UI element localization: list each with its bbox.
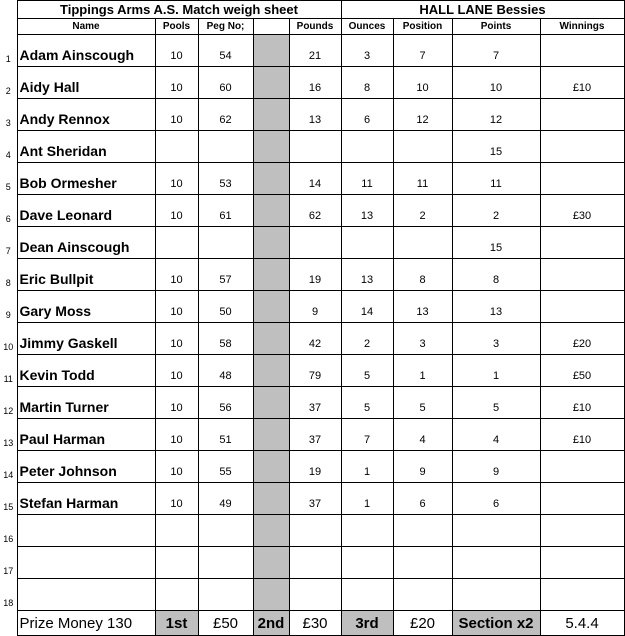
cell-name: Paul Harman (17, 419, 155, 451)
cell-winnings (540, 163, 624, 195)
cell-pounds: 21 (289, 35, 341, 67)
cell-pounds: 37 (289, 419, 341, 451)
cell-pounds: 19 (289, 451, 341, 483)
cell-position: 5 (393, 387, 452, 419)
header-position: Position (393, 19, 452, 35)
cell-pools: 10 (155, 419, 198, 451)
row-number: 2 (0, 67, 17, 99)
cell-points (452, 515, 540, 547)
cell-winnings (540, 259, 624, 291)
third-amount: £20 (393, 611, 452, 636)
separator-cell (253, 259, 289, 291)
cell-ounces: 11 (341, 163, 393, 195)
cell-points: 5 (452, 387, 540, 419)
cell-points (452, 547, 540, 579)
cell-peg: 60 (198, 67, 253, 99)
cell-pools: 10 (155, 323, 198, 355)
cell-name: Stefan Harman (17, 483, 155, 515)
table-row (0, 131, 624, 163)
cell-winnings: £20 (540, 323, 624, 355)
cell-peg (198, 579, 253, 611)
cell-points: 3 (452, 323, 540, 355)
row-number: 3 (0, 99, 17, 131)
separator-cell (253, 195, 289, 227)
cell-ounces: 1 (341, 483, 393, 515)
separator-cell (253, 67, 289, 99)
section-label: Section x2 (452, 611, 540, 636)
cell-pools (155, 131, 198, 163)
cell-winnings (540, 451, 624, 483)
cell-ounces (341, 579, 393, 611)
row-number-blank (0, 19, 17, 35)
cell-peg: 48 (198, 355, 253, 387)
header-ounces: Ounces (341, 19, 393, 35)
cell-points: 15 (452, 131, 540, 163)
first-label: 1st (155, 611, 198, 636)
cell-winnings: £10 (540, 387, 624, 419)
separator-cell (253, 483, 289, 515)
table-row (0, 387, 624, 419)
cell-peg: 49 (198, 483, 253, 515)
cell-peg (198, 227, 253, 259)
third-label: 3rd (341, 611, 393, 636)
cell-points: 4 (452, 419, 540, 451)
table-row (0, 547, 624, 579)
table-row (0, 259, 624, 291)
table-row (0, 67, 624, 99)
cell-pools (155, 579, 198, 611)
cell-ounces (341, 131, 393, 163)
cell-name (17, 547, 155, 579)
table-row (0, 291, 624, 323)
cell-winnings (540, 99, 624, 131)
cell-position: 12 (393, 99, 452, 131)
prize-footer-row (0, 611, 624, 636)
cell-peg: 51 (198, 419, 253, 451)
cell-pounds (289, 547, 341, 579)
row-number: 14 (0, 451, 17, 483)
cell-name: Gary Moss (17, 291, 155, 323)
cell-name (17, 515, 155, 547)
cell-position: 1 (393, 355, 452, 387)
separator-cell (253, 419, 289, 451)
cell-points (452, 579, 540, 611)
cell-ounces: 5 (341, 355, 393, 387)
cell-position (393, 227, 452, 259)
cell-pounds (289, 131, 341, 163)
cell-name: Dave Leonard (17, 195, 155, 227)
cell-winnings: £30 (540, 195, 624, 227)
cell-ounces: 5 (341, 387, 393, 419)
sheet-title: Tippings Arms A.S. Match weigh sheet (17, 1, 341, 19)
header-name: Name (17, 19, 155, 35)
row-number: 18 (0, 579, 17, 611)
table-row (0, 227, 624, 259)
row-number: 7 (0, 227, 17, 259)
table-row (0, 99, 624, 131)
cell-pounds: 16 (289, 67, 341, 99)
row-number: 6 (0, 195, 17, 227)
separator-cell (253, 131, 289, 163)
cell-position: 9 (393, 451, 452, 483)
cell-pools: 10 (155, 259, 198, 291)
cell-position (393, 131, 452, 163)
cell-pools (155, 515, 198, 547)
cell-winnings (540, 579, 624, 611)
row-number: 9 (0, 291, 17, 323)
cell-winnings (540, 547, 624, 579)
row-number: 12 (0, 387, 17, 419)
table-row (0, 35, 624, 67)
cell-points: 15 (452, 227, 540, 259)
separator-cell (253, 355, 289, 387)
cell-ounces: 1 (341, 451, 393, 483)
cell-pounds: 37 (289, 387, 341, 419)
cell-ounces: 14 (341, 291, 393, 323)
cell-points: 12 (452, 99, 540, 131)
cell-name: Dean Ainscough (17, 227, 155, 259)
cell-peg: 61 (198, 195, 253, 227)
cell-pools (155, 227, 198, 259)
cell-name: Bob Ormesher (17, 163, 155, 195)
header-peg: Peg No; (198, 19, 253, 35)
cell-points: 8 (452, 259, 540, 291)
cell-peg: 54 (198, 35, 253, 67)
row-number: 13 (0, 419, 17, 451)
table-row (0, 195, 624, 227)
header-pounds: Pounds (289, 19, 341, 35)
cell-ounces (341, 227, 393, 259)
cell-points: 13 (452, 291, 540, 323)
cell-pools: 10 (155, 451, 198, 483)
cell-winnings (540, 131, 624, 163)
cell-pools: 10 (155, 291, 198, 323)
table-row (0, 419, 624, 451)
cell-peg: 57 (198, 259, 253, 291)
cell-pools (155, 547, 198, 579)
cell-points: 7 (452, 35, 540, 67)
cell-pounds (289, 227, 341, 259)
cell-ounces (341, 515, 393, 547)
separator-cell (253, 387, 289, 419)
cell-position (393, 579, 452, 611)
cell-points: 11 (452, 163, 540, 195)
separator-cell (253, 35, 289, 67)
cell-peg: 56 (198, 387, 253, 419)
cell-winnings: £10 (540, 67, 624, 99)
cell-winnings: £50 (540, 355, 624, 387)
prize-money: Prize Money 130 (17, 611, 155, 636)
row-number-blank (0, 1, 17, 19)
cell-winnings (540, 291, 624, 323)
cell-pounds: 13 (289, 99, 341, 131)
row-number: 11 (0, 355, 17, 387)
cell-winnings (540, 483, 624, 515)
cell-points: 2 (452, 195, 540, 227)
cell-winnings (540, 35, 624, 67)
section-value: 5.4.4 (540, 611, 624, 636)
cell-ounces: 6 (341, 99, 393, 131)
cell-ounces: 13 (341, 195, 393, 227)
row-number: 5 (0, 163, 17, 195)
separator-cell (253, 291, 289, 323)
cell-ounces: 13 (341, 259, 393, 291)
cell-position: 3 (393, 323, 452, 355)
row-number: 16 (0, 515, 17, 547)
cell-peg (198, 131, 253, 163)
cell-pools: 10 (155, 387, 198, 419)
venue-title: HALL LANE Bessies (341, 1, 624, 19)
cell-position (393, 515, 452, 547)
second-label: 2nd (253, 611, 289, 636)
cell-pounds: 19 (289, 259, 341, 291)
cell-pools: 10 (155, 163, 198, 195)
cell-pounds: 62 (289, 195, 341, 227)
cell-name: Peter Johnson (17, 451, 155, 483)
cell-peg: 53 (198, 163, 253, 195)
cell-pools: 10 (155, 195, 198, 227)
cell-name: Ant Sheridan (17, 131, 155, 163)
cell-name (17, 579, 155, 611)
row-number: 17 (0, 547, 17, 579)
cell-name: Aidy Hall (17, 67, 155, 99)
cell-peg: 58 (198, 323, 253, 355)
table-row (0, 515, 624, 547)
separator-cell (253, 451, 289, 483)
cell-ounces (341, 547, 393, 579)
cell-pounds (289, 515, 341, 547)
separator-cell (253, 547, 289, 579)
cell-points: 10 (452, 67, 540, 99)
cell-ounces: 2 (341, 323, 393, 355)
cell-winnings (540, 227, 624, 259)
cell-pools: 10 (155, 483, 198, 515)
header-points: Points (452, 19, 540, 35)
cell-pools: 10 (155, 99, 198, 131)
header-winnings: Winnings (540, 19, 624, 35)
cell-position: 8 (393, 259, 452, 291)
cell-ounces: 8 (341, 67, 393, 99)
cell-name: Jimmy Gaskell (17, 323, 155, 355)
first-amount: £50 (198, 611, 253, 636)
row-number: 15 (0, 483, 17, 515)
separator-cell (253, 515, 289, 547)
table-row (0, 355, 624, 387)
cell-peg: 55 (198, 451, 253, 483)
header-pools: Pools (155, 19, 198, 35)
separator-cell (253, 323, 289, 355)
table-row (0, 323, 624, 355)
cell-pools: 10 (155, 355, 198, 387)
cell-pools: 10 (155, 35, 198, 67)
table-row (0, 579, 624, 611)
row-number: 8 (0, 259, 17, 291)
cell-ounces: 3 (341, 35, 393, 67)
cell-peg (198, 515, 253, 547)
cell-position: 4 (393, 419, 452, 451)
cell-position (393, 547, 452, 579)
cell-pools: 10 (155, 67, 198, 99)
table-row (0, 451, 624, 483)
cell-peg (198, 547, 253, 579)
cell-points: 1 (452, 355, 540, 387)
cell-pounds: 14 (289, 163, 341, 195)
cell-position: 11 (393, 163, 452, 195)
cell-name: Eric Bullpit (17, 259, 155, 291)
row-number-blank (0, 611, 17, 636)
cell-name: Martin Turner (17, 387, 155, 419)
header-blank (253, 19, 289, 35)
cell-pounds: 42 (289, 323, 341, 355)
cell-position: 10 (393, 67, 452, 99)
cell-winnings (540, 515, 624, 547)
cell-points: 9 (452, 451, 540, 483)
cell-winnings: £10 (540, 419, 624, 451)
cell-pounds: 37 (289, 483, 341, 515)
cell-name: Kevin Todd (17, 355, 155, 387)
row-number: 10 (0, 323, 17, 355)
cell-position: 13 (393, 291, 452, 323)
cell-pounds: 9 (289, 291, 341, 323)
cell-position: 2 (393, 195, 452, 227)
cell-peg: 50 (198, 291, 253, 323)
separator-cell (253, 163, 289, 195)
table-row (0, 483, 624, 515)
cell-peg: 62 (198, 99, 253, 131)
cell-points: 6 (452, 483, 540, 515)
separator-cell (253, 579, 289, 611)
cell-name: Andy Rennox (17, 99, 155, 131)
separator-cell (253, 227, 289, 259)
row-number: 1 (0, 35, 17, 67)
cell-position: 7 (393, 35, 452, 67)
cell-ounces: 7 (341, 419, 393, 451)
second-amount: £30 (289, 611, 341, 636)
separator-cell (253, 99, 289, 131)
cell-pounds (289, 579, 341, 611)
row-number: 4 (0, 131, 17, 163)
cell-name: Adam Ainscough (17, 35, 155, 67)
cell-pounds: 79 (289, 355, 341, 387)
cell-position: 6 (393, 483, 452, 515)
table-row (0, 163, 624, 195)
